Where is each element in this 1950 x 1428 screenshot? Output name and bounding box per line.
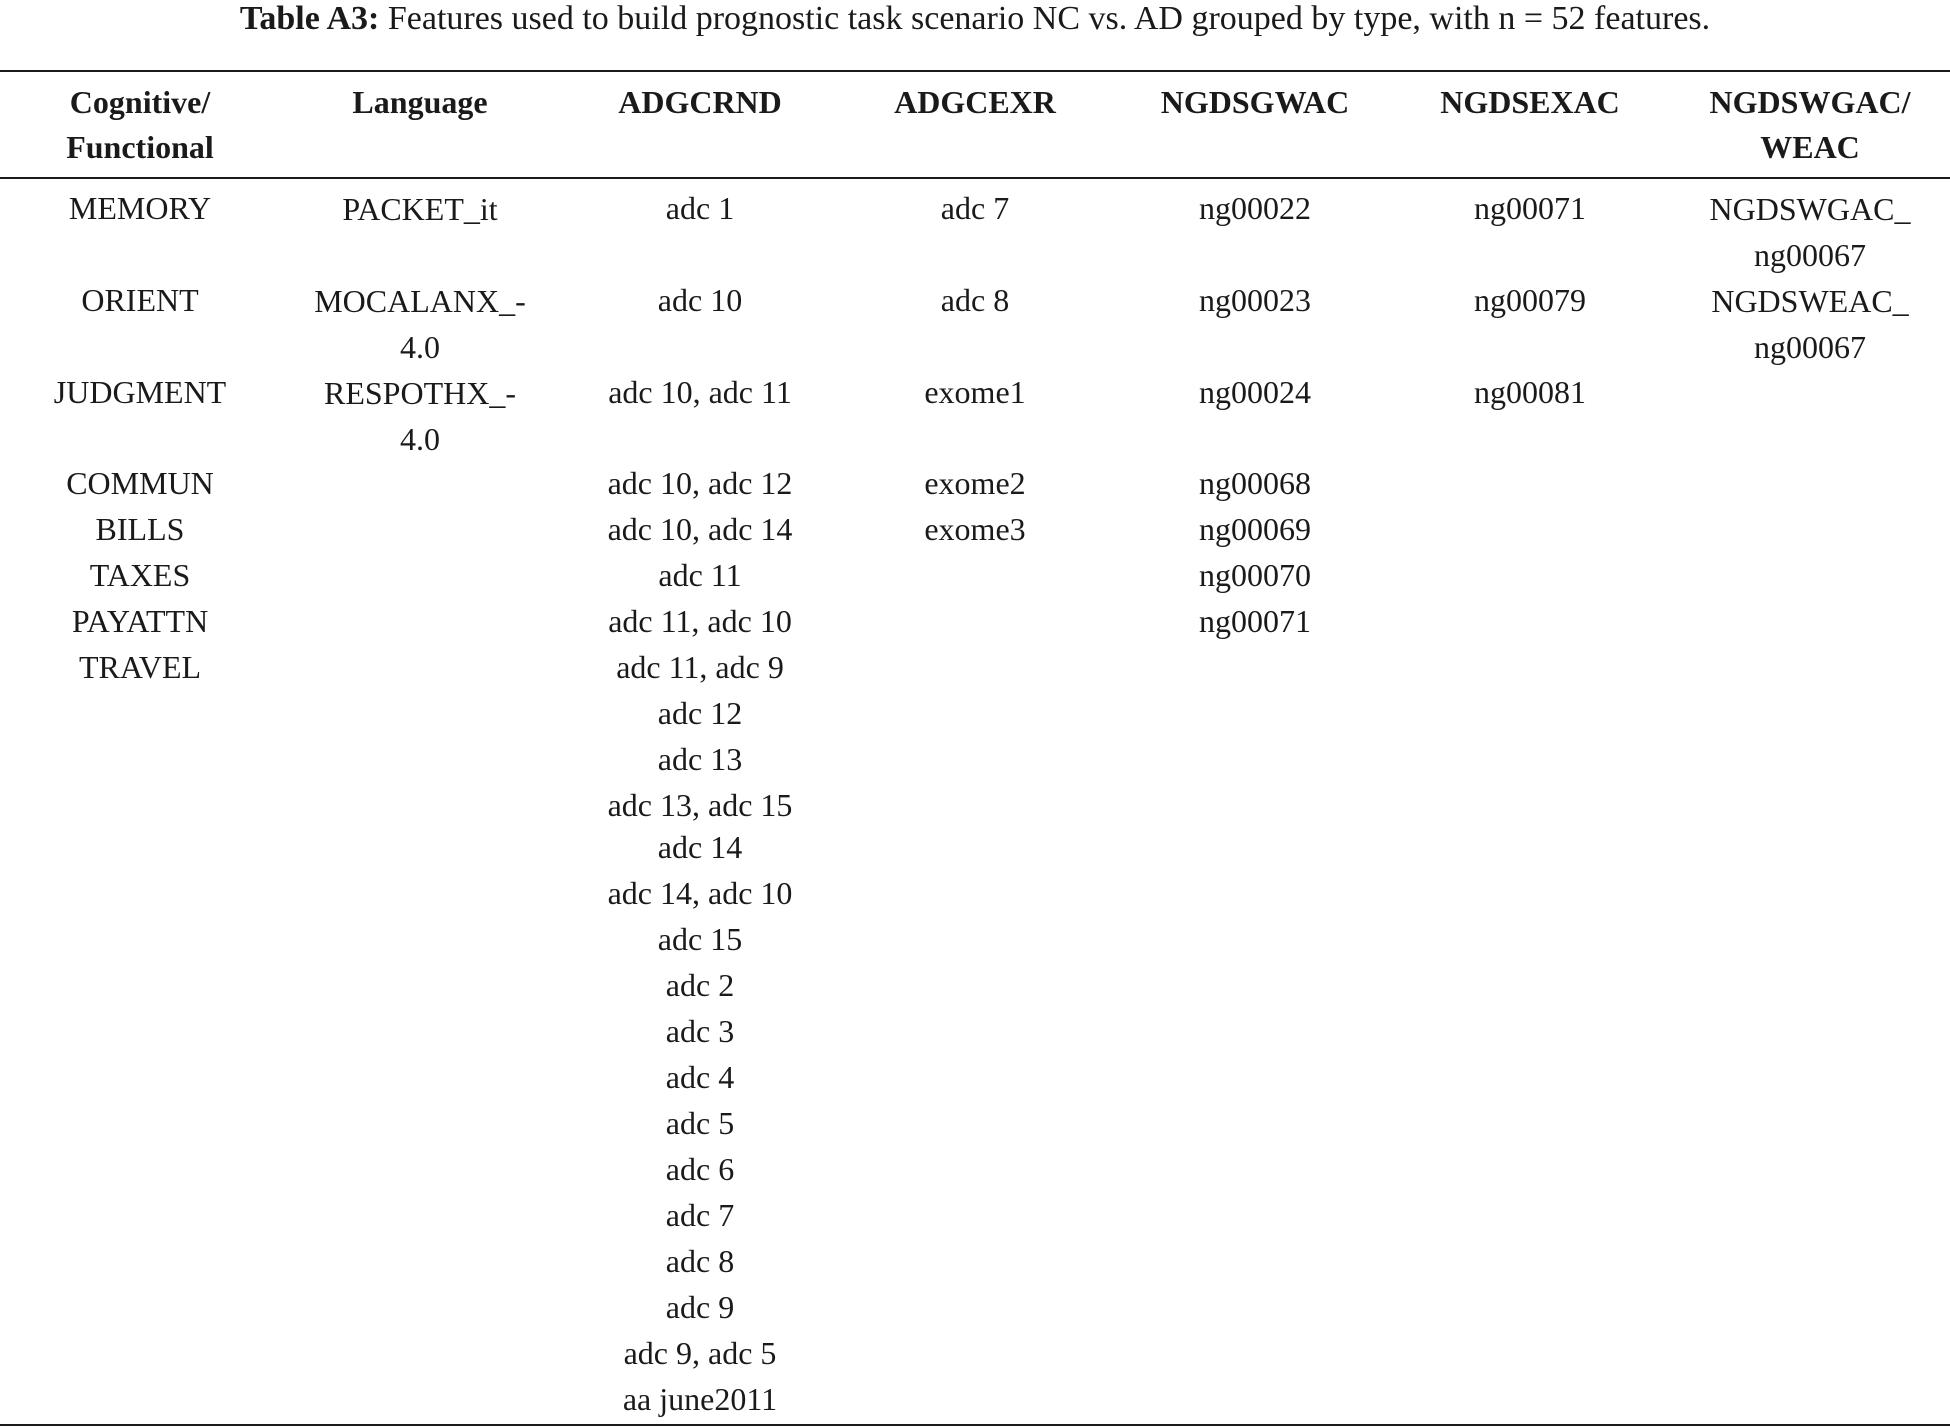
table-cell: adc 11 <box>658 557 742 593</box>
table-cell: COMMUN <box>66 465 214 501</box>
cell-line: ng00067 <box>1754 237 1866 273</box>
table-cell: ng00081 <box>1474 374 1586 410</box>
table-cell: adc 11, adc 10 <box>608 603 792 639</box>
table-cell: ng00069 <box>1199 511 1311 547</box>
cell-line: ng00067 <box>1754 329 1866 365</box>
table-cell: adc 9, adc 5 <box>623 1335 777 1371</box>
table-cell: adc 10, adc 14 <box>607 511 793 547</box>
header-cognitive-functional <box>40 80 240 170</box>
table-cell: adc 7 <box>940 190 1010 226</box>
column-ngdswgac-weac <box>1680 186 1940 370</box>
header-adgcexr: ADGCEXR <box>894 84 1056 120</box>
bottom-rule <box>0 1424 1950 1426</box>
table-cell: adc 8 <box>940 282 1010 318</box>
table-cell: adc 15 <box>657 921 743 957</box>
cell-line: NGDSWEAC_ <box>1711 283 1909 319</box>
table-cell <box>1680 278 1940 370</box>
table-cell: adc 5 <box>665 1105 735 1141</box>
table-cell: ng00024 <box>1199 374 1311 410</box>
table-cell: ng00023 <box>1199 282 1311 318</box>
table-cell: ng00071 <box>1474 190 1586 226</box>
table-cell: BILLS <box>95 511 185 547</box>
table-cell: ng00071 <box>1199 603 1311 639</box>
table-cell: adc 13 <box>657 741 743 777</box>
table-cell: adc 10, adc 12 <box>607 465 793 501</box>
header-ngdsgwac: NGDSGWAC <box>1160 84 1350 120</box>
header-adgcrnd: ADGCRND <box>618 84 782 120</box>
table-cell: exome3 <box>924 511 1026 547</box>
header-line: WEAC <box>1760 129 1860 165</box>
cell-line: 4.0 <box>400 329 440 365</box>
top-rule <box>0 70 1950 72</box>
header-line: Functional <box>66 129 214 165</box>
column-adgcrnd <box>580 186 820 1423</box>
column-cognitive-functional <box>20 186 260 691</box>
header-ngdswgac-weac <box>1680 80 1940 170</box>
table-cell: adc 14, adc 10 <box>607 875 793 911</box>
table-cell: JUDGMENT <box>53 374 227 410</box>
table-cell: adc 10, adc 11 <box>608 374 792 410</box>
column-ngdsgwac <box>1130 186 1380 645</box>
table-cell: ng00079 <box>1474 282 1586 318</box>
table-cell: adc 8 <box>665 1243 735 1279</box>
caption-text: Features used to build prognostic task scenario NC vs. AD grouped by type, with n = 52 features. <box>379 0 1711 37</box>
cell-line: RESPOTHX_- <box>323 375 516 411</box>
table-cell: adc 9 <box>665 1289 735 1325</box>
table-cell: adc 11, adc 9 <box>616 649 784 685</box>
table-cell: ng00070 <box>1199 557 1311 593</box>
column-ngdsexac <box>1410 186 1650 461</box>
table-cell: TRAVEL <box>78 649 202 685</box>
table-cell <box>300 278 540 370</box>
cell-line: 4.0 <box>400 421 440 457</box>
table-header <box>0 80 1950 176</box>
table-cell: TAXES <box>89 557 191 593</box>
table-cell: adc 6 <box>665 1151 735 1187</box>
table-cell: exome2 <box>924 465 1026 501</box>
header-line: Cognitive/ <box>69 84 211 120</box>
table-caption <box>0 0 1950 40</box>
header-rule <box>0 177 1950 179</box>
header-language: Language <box>352 84 488 120</box>
column-adgcexr <box>860 186 1090 553</box>
table-body <box>0 186 1950 1422</box>
cell-line: PACKET_it <box>342 191 498 227</box>
table-cell: PAYATTN <box>71 603 209 639</box>
table-cell: adc 4 <box>665 1059 735 1095</box>
table-cell: ng00068 <box>1199 465 1311 501</box>
table-cell: adc 14 <box>657 829 743 865</box>
table-cell: MEMORY <box>68 190 212 226</box>
header-ngdsexac: NGDSEXAC <box>1440 84 1620 120</box>
column-language <box>300 186 540 461</box>
cell-line: NGDSWGAC_ <box>1709 191 1911 227</box>
header-line: NGDSWGAC/ <box>1709 84 1911 120</box>
table-cell: adc 3 <box>665 1013 735 1049</box>
table-cell: ng00022 <box>1199 190 1311 226</box>
table-cell: adc 7 <box>665 1197 735 1233</box>
table-cell: ORIENT <box>81 282 199 318</box>
table-cell: adc 10 <box>657 282 743 318</box>
table-cell <box>300 186 540 278</box>
cell-line: MOCALANX_- <box>314 283 526 319</box>
table-cell <box>300 370 540 461</box>
table-cell: adc 13, adc 15 <box>607 787 793 823</box>
table-cell: adc 1 <box>665 190 735 226</box>
table-cell: adc 12 <box>657 695 743 731</box>
table-cell: aa june2011 <box>622 1381 778 1417</box>
caption-label: Table A3: <box>239 0 380 37</box>
table-cell <box>1680 186 1940 278</box>
table-cell: exome1 <box>924 374 1026 410</box>
table-cell: adc 2 <box>665 967 735 1003</box>
